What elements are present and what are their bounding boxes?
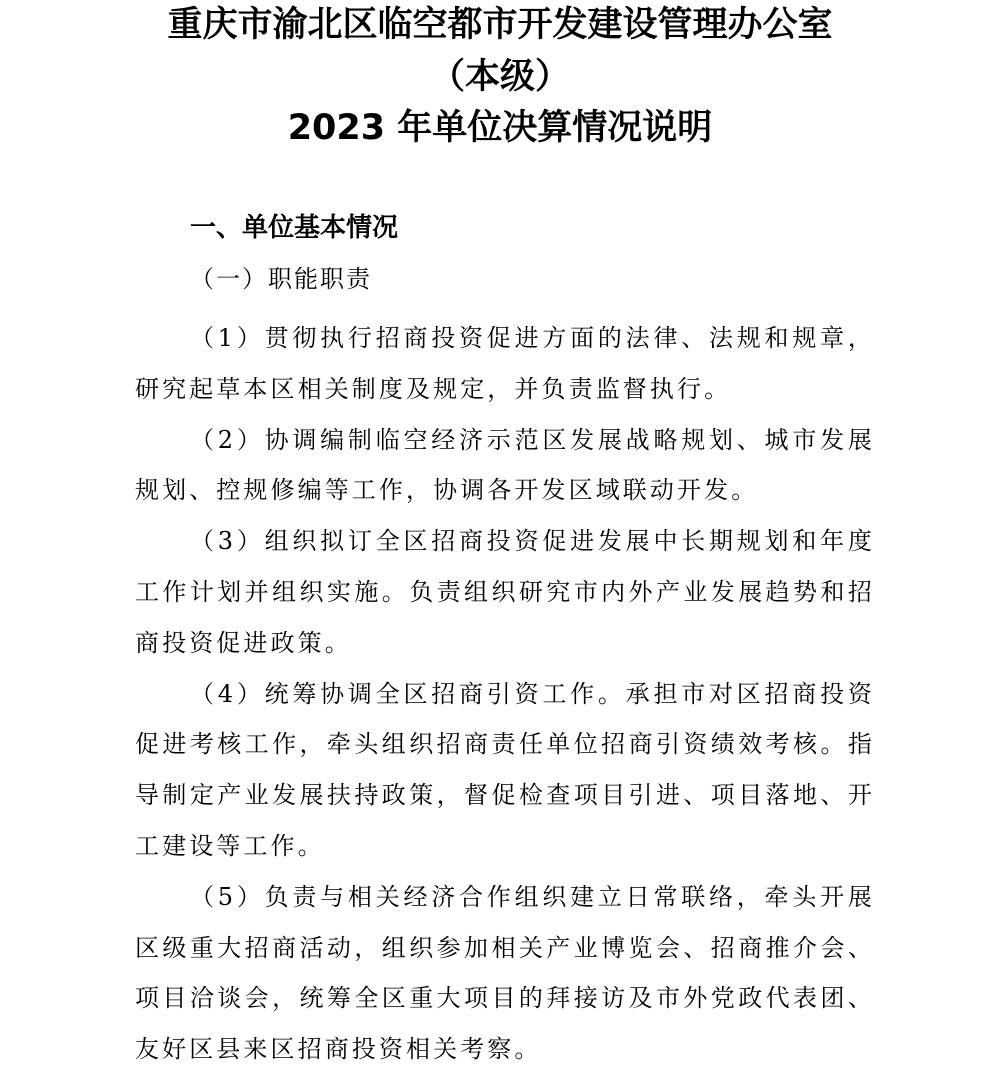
- paragraph-2: （2）协调编制临空经济示范区发展战略规划、城市发展规划、控规修编等工作，协调各开发区域联动开发。: [135, 425, 875, 505]
- section-heading: 一、单位基本情况: [190, 213, 399, 243]
- paragraph-1: （1）贯彻执行招商投资促进方面的法律、法规和规章，研究起草本区相关制度及规定，并负责监督执行。: [135, 324, 875, 403]
- paragraph-list: [135, 313, 875, 1075]
- paragraph-4: （4）统筹协调全区招商引资工作。承担市对区招商投资促进考核工作，牵头组织招商责任单位招商引资绩效考核。指导制定产业发展扶持政策，督促检查项目引进、项目落地、开工建设等工作。: [135, 679, 875, 860]
- title-line-1: 重庆市渝北区临空都市开发建设管理办公室: [167, 5, 833, 45]
- subsection-heading: （一）职能职责: [190, 265, 372, 293]
- title-line-2: （本级）: [429, 57, 570, 97]
- paragraph-5: （5）负责与相关经济合作组织建立日常联络，牵头开展区级重大招商活动，组织参加相关产业博览会、招商推介会、项目洽谈会，统筹全区重大项目的拜接访及市外党政代表团、友好区县来区招商投资相关考察。: [135, 882, 875, 1064]
- title-line-3: 2023 年单位决算情况说明: [287, 108, 713, 148]
- paragraph-3: （3）组织拟订全区招商投资促进发展中长期规划和年度工作计划并组织实施。负责组织研究市内外产业发展趋势和招商投资促进政策。: [135, 527, 875, 657]
